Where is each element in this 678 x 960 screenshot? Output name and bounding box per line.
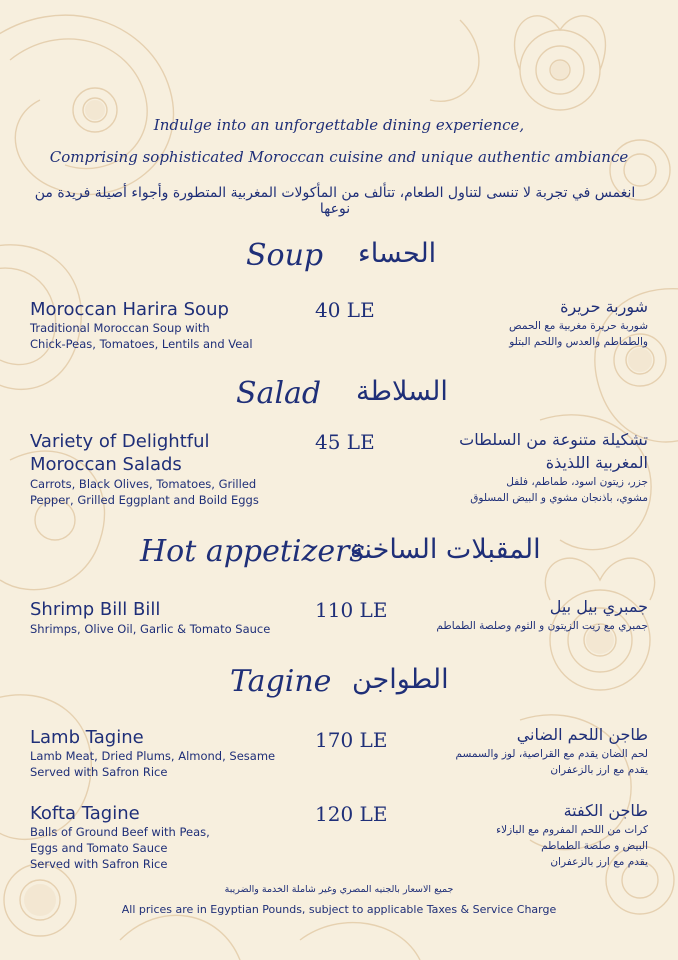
item-desc-ar: لحم الضان يقدم مع القراصية، لوز والسمسم <box>455 748 648 760</box>
item-price: 170 LE <box>315 728 388 752</box>
tagline-arabic: انغمس في تجربة لا تنسى لتناول الطعام، تتألف من المأكولات المغربية المتطورة وأجواء أصيلة فريدة من نوعها <box>34 185 636 217</box>
item-desc-line: Balls of Ground Beef with Peas, <box>30 825 210 839</box>
item-name-ar: تشكيلة متنوعة من السلطات <box>459 430 648 449</box>
item-name: Lamb Tagine <box>30 727 144 748</box>
section-title-en: Soup <box>246 238 324 273</box>
item-name: Moroccan Salads <box>30 454 182 475</box>
item-desc-ar: يقدم مع ارز بالزعفران <box>550 856 648 868</box>
item-name-ar: طاجن اللحم الضاني <box>516 725 648 744</box>
item-desc-line: Pepper, Grilled Eggplant and Boild Eggs <box>30 493 259 507</box>
item-desc-ar: كرات من اللحم المفروم مع البازلاء <box>496 824 648 836</box>
footer-note-english: All prices are in Egyptian Pounds, subject to applicable Taxes & Service Charge <box>121 903 557 916</box>
item-price: 110 LE <box>315 598 388 622</box>
item-price: 120 LE <box>315 802 388 826</box>
section-soup <box>0 238 678 282</box>
item-name-ar: شوربة حريرة <box>560 297 648 316</box>
section-salad <box>0 376 678 420</box>
section-title-ar: السلاطة <box>356 376 448 407</box>
item-desc-line: Traditional Moroccan Soup with <box>30 321 210 335</box>
item-desc-line: Chick-Peas, Tomatoes, Lentils and Veal <box>30 337 253 351</box>
item-desc-ar: والطماطم والعدس واللحم البتلو <box>509 336 648 348</box>
item-name: Shrimp Bill Bill <box>30 599 161 620</box>
section-title-ar: الحساء <box>358 238 437 269</box>
section-title-en: Tagine <box>230 664 332 699</box>
section-tagine <box>0 664 678 708</box>
item-desc-line: Lamb Meat, Dried Plums, Almond, Sesame <box>30 749 276 763</box>
section-title-en: Salad <box>236 376 322 411</box>
item-desc-ar: جمبري مع زيت الزيتون و الثوم وصلصة الطماطم <box>436 620 648 632</box>
item-desc-ar: شوربة حريرة مغربية مع الحمص <box>509 320 648 332</box>
tagline-line-1: Indulge into an unforgettable dining experience, <box>153 116 525 134</box>
item-desc-ar: البيض و صلصة الطماطم <box>541 840 648 852</box>
item-desc-line: Shrimps, Olive Oil, Garlic & Tomato Sauce <box>30 622 271 636</box>
item-desc-ar: يقدم مع ارز بالزعفران <box>550 764 648 776</box>
item-desc-line: Served with Safron Rice <box>30 765 168 779</box>
tagline-line-2: Comprising sophisticated Moroccan cuisine and unique authentic ambiance <box>49 148 629 166</box>
section-title-en: Hot appetizers <box>140 534 365 569</box>
item-desc-ar: مشوي، باذنجان مشوي و البيض المسلوق <box>470 492 648 504</box>
item-desc-line: Carrots, Black Olives, Tomatoes, Grilled <box>30 477 257 491</box>
item-name-ar: جمبري بيل بيل <box>549 597 648 616</box>
section-hot-appetizers <box>0 534 678 578</box>
item-price: 40 LE <box>315 298 375 322</box>
item-name-ar: المغربية اللذيذة <box>545 453 648 472</box>
item-name: Kofta Tagine <box>30 803 140 824</box>
section-title-ar: الطواجن <box>352 664 449 695</box>
item-desc-line: Eggs and Tomato Sauce <box>30 841 168 855</box>
item-name-ar: طاجن الكفتة <box>563 801 648 820</box>
footer-note-arabic: جميع الاسعار بالجنيه المصري وغير شاملة الخدمة والضريبة <box>224 884 454 895</box>
item-name: Variety of Delightful <box>30 431 210 452</box>
item-name: Moroccan Harira Soup <box>30 299 229 320</box>
section-title-ar: المقبلات الساخنة <box>350 534 541 565</box>
item-price: 45 LE <box>315 430 375 454</box>
item-desc-ar: جزر، زيتون اسود، طماطم، فلفل <box>506 476 648 488</box>
item-desc-line: Served with Safron Rice <box>30 857 168 871</box>
